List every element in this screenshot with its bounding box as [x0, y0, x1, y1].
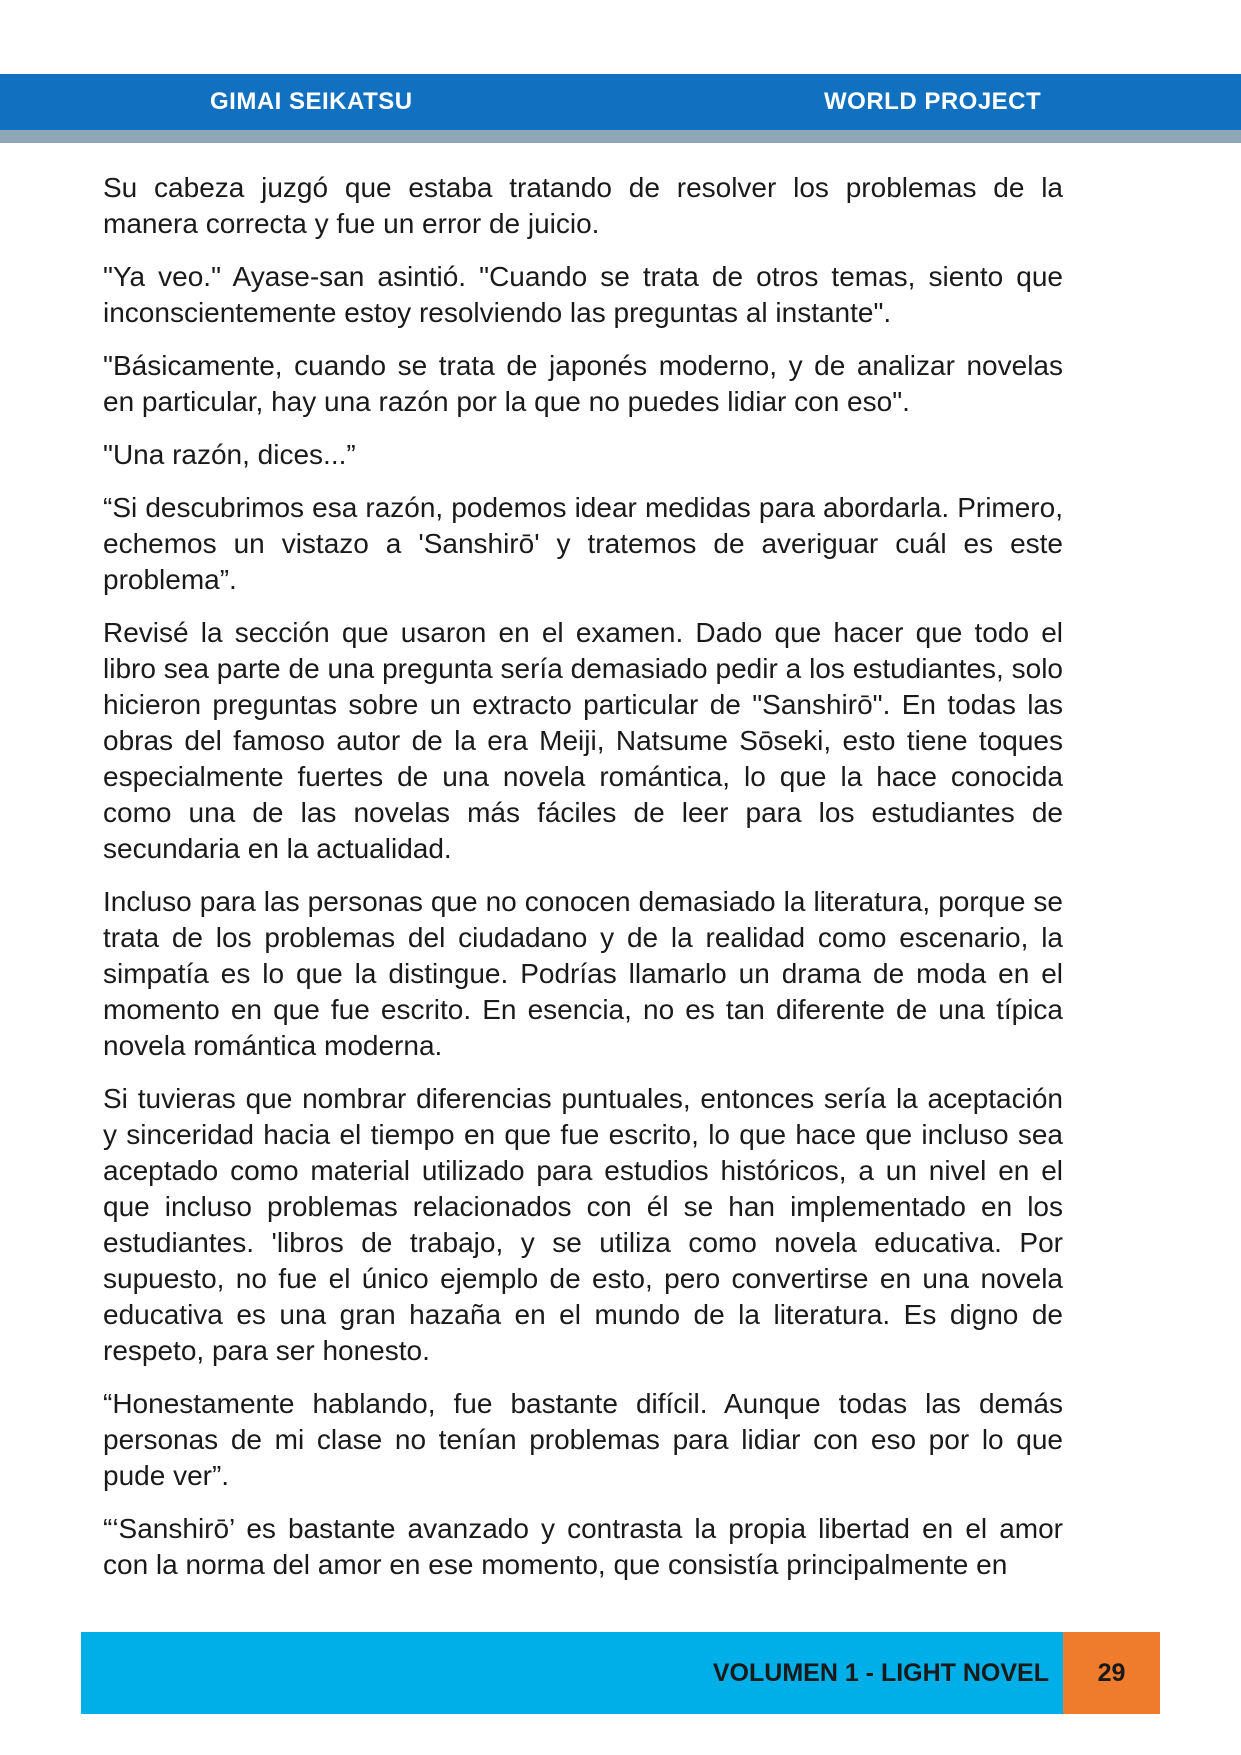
- footer-volume-title: VOLUMEN 1 - LIGHT NOVEL: [712, 1659, 1049, 1687]
- paragraph: "Una razón, dices...”: [103, 439, 356, 470]
- paragraph: “‘Sanshirō’ es bastante avanzado y contrasta la propia libertad en el amor con la norma del amor en ese momento, que consistía principalmente en: [103, 1513, 1063, 1580]
- header-group-title: WORLD PROJECT: [824, 88, 1042, 115]
- paragraph: “Honestamente hablando, fue bastante difícil. Aunque todas las demás personas de mi clase no tenían problemas para lidiar con eso por lo que pude ver”.: [103, 1388, 1063, 1491]
- page-body: [103, 170, 1063, 1600]
- paragraph: "Básicamente, cuando se trata de japonés moderno, y de analizar novelas en particular, hay una razón por la que no puedes lidiar con eso".: [103, 350, 1063, 417]
- page-number: 29: [1097, 1659, 1126, 1687]
- paragraph: Revisé la sección que usaron en el examen. Dado que hacer que todo el libro sea parte de una pregunta sería demasiado pedir a los estudiantes, solo hicieron preguntas sobre un extracto particular de "Sanshirō". En todas las obras del famoso autor de la era Meiji, Natsume Sōseki, esto tiene toques especialmente fuertes de una novela romántica, lo que la hace conocida como una de las novelas más fáciles de leer para los estudiantes de secundaria en la actualidad.: [103, 617, 1063, 864]
- paragraph: Incluso para las personas que no conocen demasiado la literatura, porque se trata de los problemas del ciudadano y de la realidad como escenario, la simpatía es lo que la distingue. Podrías llamarlo un drama de moda en el momento en que fue escrito. En esencia, no es tan diferente de una típica novela romántica moderna.: [103, 886, 1063, 1061]
- paragraph: Si tuvieras que nombrar diferencias puntuales, entonces sería la aceptación y sinceridad hacia el tiempo en que fue escrito, lo que hace que incluso sea aceptado como material utilizado para estudios históricos, a un nivel en el que incluso problemas relacionados con él se han implementado en los estudiantes. 'libros de trabajo, y se utiliza como novela educativa. Por supuesto, no fue el único ejemplo de esto, pero convertirse en una novela educativa es una gran hazaña en el mundo de la literatura. Es digno de respeto, para ser honesto.: [103, 1083, 1063, 1366]
- header-underline: [0, 130, 1241, 143]
- header-bar: [0, 74, 1241, 130]
- paragraph: "Ya veo." Ayase-san asintió. "Cuando se trata de otros temas, siento que inconscientemente estoy resolviendo las preguntas al instante".: [103, 261, 1063, 328]
- paragraph: Su cabeza juzgó que estaba tratando de resolver los problemas de la manera correcta y fue un error de juicio.: [103, 172, 1063, 239]
- paragraph: “Si descubrimos esa razón, podemos idear medidas para abordarla. Primero, echemos un vistazo a 'Sanshirō' y tratemos de averiguar cuál es este problema”.: [103, 492, 1063, 595]
- header-series-title: GIMAI SEIKATSU: [210, 88, 413, 115]
